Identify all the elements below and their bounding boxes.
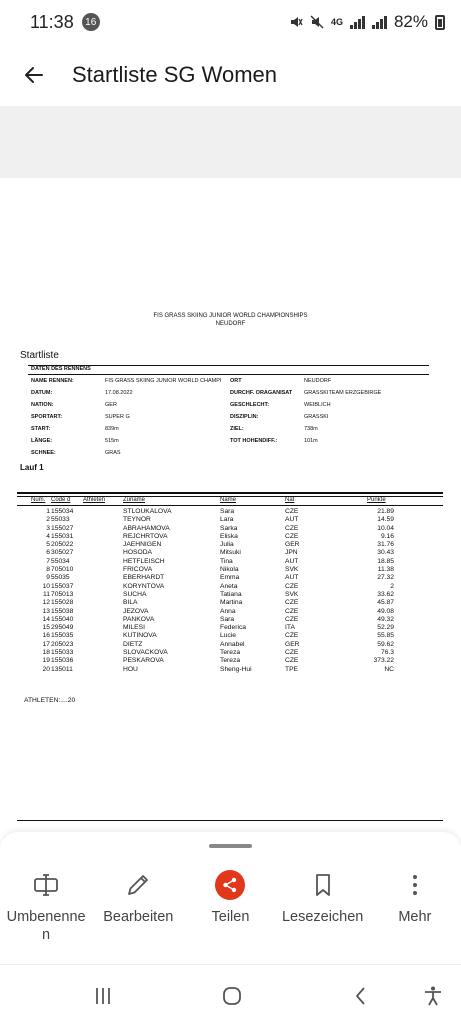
cell-nat: SVK <box>285 590 299 598</box>
info-value: GRASSKITEAM ERZGEBIRGE <box>304 390 382 396</box>
cell-punkte: 33.62 <box>377 590 394 598</box>
info-key: DATUM: <box>31 390 53 396</box>
cell-name: Martina <box>220 599 243 607</box>
app-bar <box>0 44 461 106</box>
cell-name: Tereza <box>220 657 241 665</box>
cell-num: 19 <box>42 657 50 665</box>
cell-num: 7 <box>46 557 50 565</box>
cell-zuname: EBERHARDT <box>123 574 165 582</box>
cell-nat: GER <box>285 541 300 549</box>
cell-punkte: 52.29 <box>377 624 394 632</box>
col-name: Name <box>220 497 237 503</box>
cell-zuname: JAEHNIGEN <box>123 541 162 549</box>
bookmark-label: Lesezeichen <box>281 909 364 925</box>
cell-code: 55035 <box>51 574 70 582</box>
info-value: 101m <box>304 438 318 444</box>
cell-code: 705013 <box>51 590 74 598</box>
battery-percentage: 82% <box>393 12 428 31</box>
cell-punkte: 49.32 <box>377 615 394 623</box>
action-sheet <box>0 832 461 964</box>
cell-zuname: HOSODA <box>123 549 152 557</box>
system-nav-bar <box>0 964 461 1024</box>
cell-name: Federica <box>220 624 247 632</box>
chevron-left-icon <box>350 985 372 1007</box>
cell-zuname: REJCHRTOVA <box>123 532 168 540</box>
cell-zuname: ABRAHAMOVA <box>123 524 170 532</box>
col-athleten: Athleten <box>83 497 106 503</box>
cell-code: 205023 <box>51 640 74 648</box>
share-icon <box>221 876 239 894</box>
cell-zuname: SLOVACKOVA <box>123 649 168 657</box>
cell-punkte: 2 <box>390 582 394 590</box>
cell-punkte: 45.87 <box>377 599 394 607</box>
rename-button[interactable] <box>0 870 92 944</box>
cell-punkte: 9.16 <box>380 532 394 540</box>
cell-num: 16 <box>42 632 50 640</box>
cell-num: 14 <box>42 615 50 623</box>
cell-zuname: SUCHA <box>123 590 147 598</box>
info-key: TOT HOHENDIFF.: <box>230 438 278 444</box>
status-icons <box>289 12 445 32</box>
share-button[interactable] <box>184 870 276 944</box>
cell-nat: SVK <box>285 566 299 574</box>
table-header-rule <box>17 505 443 506</box>
cell-code: 155028 <box>51 599 74 607</box>
cell-num: 2 <box>46 516 50 524</box>
cell-num: 17 <box>42 640 50 648</box>
cell-nat: CZE <box>285 532 299 540</box>
cell-num: 10 <box>42 582 50 590</box>
cell-num: 18 <box>42 649 50 657</box>
bookmark-button[interactable] <box>277 870 369 944</box>
table-row <box>17 516 443 524</box>
cell-code: 155035 <box>51 632 74 640</box>
cell-punkte: 59.62 <box>377 640 394 648</box>
info-row <box>31 414 431 425</box>
cell-punkte: 11.38 <box>377 566 394 574</box>
col-num: Num. <box>31 497 46 503</box>
cell-nat: CZE <box>285 607 299 615</box>
cell-punkte: 76.3 <box>380 649 394 657</box>
cell-code: 155037 <box>51 582 74 590</box>
table-row <box>17 641 443 649</box>
action-bar <box>0 870 461 944</box>
table-row <box>17 583 443 591</box>
info-value: GER <box>105 402 117 408</box>
drag-handle[interactable] <box>209 844 252 848</box>
run-heading: Lauf 1 <box>20 463 44 472</box>
cell-num: 13 <box>42 607 50 615</box>
cell-punkte: 49.08 <box>377 607 394 615</box>
cell-name: Julia <box>220 541 234 549</box>
info-row <box>31 426 431 437</box>
cell-name: Sarka <box>220 524 238 532</box>
cell-nat: TPE <box>285 665 299 673</box>
cell-num: 1 <box>46 508 50 515</box>
cell-name: Eliska <box>220 532 238 540</box>
recent-apps-icon <box>92 985 114 1007</box>
cell-name: Emma <box>220 574 240 582</box>
cell-code: 55034 <box>51 557 70 565</box>
info-key: SPORTART: <box>31 414 63 420</box>
cell-num: 15 <box>42 624 50 632</box>
cell-code: 155033 <box>51 649 74 657</box>
table-row <box>17 525 443 533</box>
info-key: NATION: <box>31 402 54 408</box>
info-row <box>31 390 431 401</box>
info-value: 515m <box>105 438 119 444</box>
page-title: Startliste SG Women <box>72 62 277 87</box>
cell-num: 11 <box>43 590 50 598</box>
info-key: NAME RENNEN: <box>31 378 74 384</box>
recent-apps-button[interactable] <box>88 981 118 1011</box>
info-key: GESCHLECHT: <box>230 402 270 408</box>
battery-icon <box>435 15 445 30</box>
silent-mode-icon <box>289 15 303 29</box>
cell-nat: AUT <box>285 516 299 524</box>
cell-nat: CZE <box>285 508 299 515</box>
home-icon <box>221 985 243 1007</box>
cell-nat: AUT <box>285 574 299 582</box>
edit-label: Bearbeiten <box>103 909 174 925</box>
rename-label: Umbenennen <box>6 909 86 943</box>
info-value: 839m <box>105 426 119 432</box>
table-top-rule <box>17 492 443 494</box>
cell-name: Nikola <box>220 566 239 574</box>
table-row <box>17 566 443 574</box>
cell-nat: CZE <box>285 657 299 665</box>
event-title <box>0 312 461 328</box>
status-bar <box>0 0 461 44</box>
info-value: GRAS <box>105 450 121 456</box>
info-value: 17.08.2022 <box>105 390 133 396</box>
cell-code: 155034 <box>51 508 74 515</box>
cell-nat: ITA <box>285 624 295 632</box>
daten-heading: DATEN DES RENNENS <box>31 366 91 372</box>
table-row <box>17 533 443 541</box>
cell-zuname: JEZOVA <box>123 607 149 615</box>
edit-button[interactable] <box>92 870 184 944</box>
cell-nat: CZE <box>285 615 299 623</box>
cell-punkte: 21.89 <box>377 508 394 515</box>
info-key: ZIEL: <box>230 426 244 432</box>
cell-name: Aneta <box>220 582 238 590</box>
info-value: 738m <box>304 426 318 432</box>
cell-punkte: NC <box>384 665 394 673</box>
cell-name: Tatiana <box>220 590 242 598</box>
footer-rule <box>17 820 443 821</box>
startliste-heading: Startliste <box>20 350 59 361</box>
cell-zuname: FRICOVA <box>123 566 153 574</box>
cell-code: 135011 <box>51 665 73 673</box>
share-label: Teilen <box>211 909 250 925</box>
divider <box>28 374 429 375</box>
cell-name: Lara <box>220 516 234 524</box>
pdf-page <box>0 178 461 878</box>
cell-zuname: HETFLEISCH <box>123 557 165 565</box>
cell-zuname: PANKOVA <box>123 615 155 623</box>
info-row <box>31 438 431 449</box>
table-row <box>17 616 443 624</box>
rename-icon <box>32 871 60 899</box>
cell-num: 3 <box>46 524 50 532</box>
cell-code: 155038 <box>51 607 74 615</box>
arrow-back-icon <box>22 63 46 87</box>
cell-zuname: STLOUKALOVA <box>123 508 172 515</box>
more-label: Mehr <box>398 909 432 925</box>
cell-name: Anna <box>220 607 236 615</box>
cell-nat: CZE <box>285 524 299 532</box>
accessibility-button[interactable] <box>418 981 448 1011</box>
cell-num: 5 <box>46 541 50 549</box>
col-nat: Nat <box>285 497 295 503</box>
cell-zuname: PESKAROVA <box>123 657 164 665</box>
cell-nat: AUT <box>285 557 299 565</box>
home-button[interactable] <box>217 981 247 1011</box>
cell-num: 9 <box>46 574 50 582</box>
athleten-total: ATHLETEN:....20 <box>24 697 76 704</box>
cell-name: Tina <box>220 557 233 565</box>
info-key: SCHNEE: <box>31 450 56 456</box>
table-row <box>17 591 443 599</box>
table-header <box>17 497 443 505</box>
pencil-icon <box>124 871 152 899</box>
cell-nat: GER <box>285 640 300 648</box>
cell-punkte: 55.85 <box>377 632 394 640</box>
table-row <box>17 666 443 674</box>
bookmark-icon <box>309 871 337 899</box>
more-vertical-icon <box>401 871 429 899</box>
table-row <box>17 632 443 640</box>
table-row <box>17 657 443 665</box>
cell-punkte: 31.76 <box>377 541 394 549</box>
table-row <box>17 624 443 632</box>
table-row <box>17 541 443 549</box>
cell-nat: CZE <box>285 582 299 590</box>
cell-zuname: DIETZ <box>123 640 143 648</box>
cell-num: 6 <box>46 549 50 557</box>
cell-zuname: KUTINOVA <box>123 632 157 640</box>
cell-zuname: MILESI <box>123 624 145 632</box>
cell-name: Lucie <box>220 632 236 640</box>
info-row <box>31 402 431 413</box>
info-value: GRASSKI <box>304 414 329 420</box>
back-nav-button[interactable] <box>346 981 376 1011</box>
cell-nat: CZE <box>285 632 299 640</box>
cell-num: 12 <box>42 599 50 607</box>
cell-zuname: BILA <box>123 599 138 607</box>
cell-code: 155036 <box>51 657 74 665</box>
cell-code: 155040 <box>51 615 74 623</box>
table-row <box>17 558 443 566</box>
info-value: FIS GRASS SKIING JUNIOR WORLD CHAMPI <box>105 378 222 384</box>
network-type: 4G <box>330 17 343 27</box>
table-row <box>17 574 443 582</box>
table-row <box>17 508 443 516</box>
cell-name: Sara <box>220 508 235 515</box>
event-title-line1: FIS GRASS SKIING JUNIOR WORLD CHAMPIONSHIPS <box>153 313 308 319</box>
accessibility-icon <box>422 985 444 1007</box>
cell-code: 55033 <box>51 516 70 524</box>
cell-punkte: 30.43 <box>377 549 394 557</box>
col-zuname: Zuname <box>123 497 146 503</box>
cell-code: 705010 <box>51 566 74 574</box>
status-time: 11:38 <box>30 11 74 32</box>
cell-punkte: 373.22 <box>373 657 394 665</box>
cell-name: Mitsuki <box>220 549 241 557</box>
cell-zuname: KORYNTOVA <box>123 582 165 590</box>
table-row <box>17 549 443 557</box>
cell-punkte: 27.32 <box>377 574 394 582</box>
cell-code: 205022 <box>51 541 74 549</box>
cell-zuname: HOU <box>123 665 138 673</box>
cell-name: Sheng-Hui <box>220 665 252 673</box>
cell-code: 305027 <box>51 549 74 557</box>
cell-name: Tereza <box>220 649 241 657</box>
cell-code: 155031 <box>51 532 74 540</box>
info-key: ORT <box>230 378 242 384</box>
cell-punkte: 10.04 <box>377 524 394 532</box>
info-key: DISZIPLIN: <box>230 414 259 420</box>
cell-code: 295049 <box>51 624 74 632</box>
mute-icon <box>310 15 324 29</box>
document-viewer[interactable] <box>0 106 461 834</box>
cell-name: Sara <box>220 615 235 623</box>
table-row <box>17 608 443 616</box>
info-row <box>31 450 431 461</box>
col-punkte: Punkte <box>367 497 386 503</box>
table-row <box>17 599 443 607</box>
cell-nat: CZE <box>285 649 299 657</box>
cell-num: 4 <box>46 532 50 540</box>
info-key: DURCHF. ORAGANISAT <box>230 390 293 396</box>
cell-nat: CZE <box>285 599 299 607</box>
notification-count-badge: 16 <box>82 13 100 31</box>
results-table <box>17 508 443 674</box>
cell-zuname: TEYNOR <box>123 516 151 524</box>
info-key: LÄNGE: <box>31 438 53 444</box>
info-row <box>31 378 431 389</box>
info-key: START: <box>31 426 51 432</box>
event-title-line2: NEUDORF <box>215 321 246 327</box>
cell-punkte: 18.85 <box>377 557 394 565</box>
signal-icon <box>350 15 365 29</box>
cell-num: 8 <box>46 566 50 574</box>
cell-punkte: 14.59 <box>377 516 394 524</box>
cell-code: 155027 <box>51 524 74 532</box>
cell-num: 20 <box>42 665 50 673</box>
cell-name: Annabel <box>220 640 245 648</box>
cell-nat: JPN <box>285 549 298 557</box>
info-value: WEIBLICH <box>304 402 331 408</box>
signal-2-icon <box>372 15 387 29</box>
info-value: NEUDORF <box>304 378 332 384</box>
back-button[interactable] <box>14 55 54 95</box>
info-value: SUPER G <box>105 414 130 420</box>
table-row <box>17 649 443 657</box>
more-button[interactable] <box>369 870 461 944</box>
col-code: Code d <box>51 497 71 503</box>
